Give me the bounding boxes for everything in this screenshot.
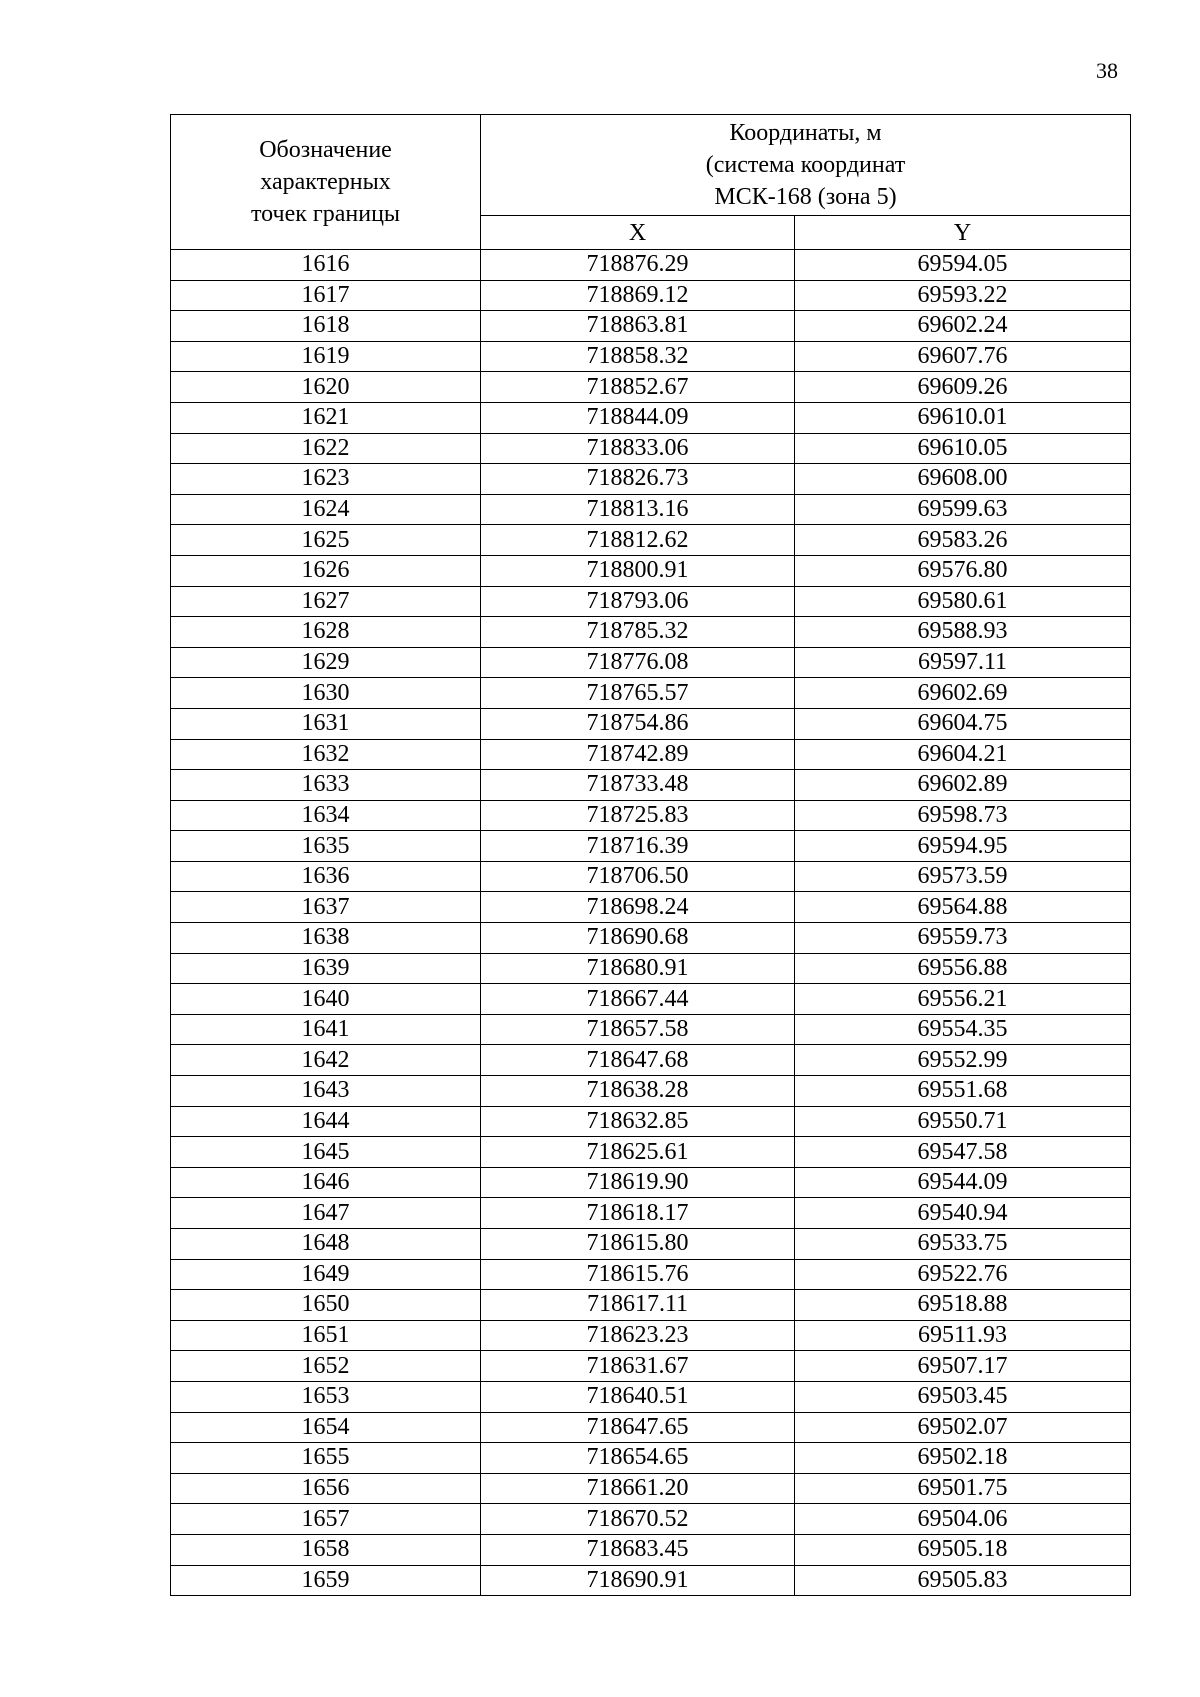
y-cell: 69511.93 bbox=[795, 1320, 1131, 1351]
page-number: 38 bbox=[1096, 58, 1118, 83]
y-cell: 69594.05 bbox=[795, 250, 1131, 281]
table-row bbox=[171, 1014, 1131, 1045]
y-cell: 69502.07 bbox=[795, 1412, 1131, 1443]
x-cell: 718876.29 bbox=[481, 250, 795, 281]
point-cell: 1653 bbox=[171, 1381, 481, 1412]
x-header: X bbox=[481, 216, 795, 250]
x-cell: 718647.65 bbox=[481, 1412, 795, 1443]
x-cell: 718754.86 bbox=[481, 708, 795, 739]
point-cell: 1628 bbox=[171, 617, 481, 648]
x-cell: 718725.83 bbox=[481, 800, 795, 831]
y-header: Y bbox=[795, 216, 1131, 250]
point-cell: 1641 bbox=[171, 1014, 481, 1045]
y-cell: 69610.05 bbox=[795, 433, 1131, 464]
point-cell: 1654 bbox=[171, 1412, 481, 1443]
table-row bbox=[171, 433, 1131, 464]
point-header bbox=[171, 115, 481, 250]
y-cell: 69598.73 bbox=[795, 800, 1131, 831]
table-row bbox=[171, 1259, 1131, 1290]
x-cell: 718858.32 bbox=[481, 341, 795, 372]
x-cell: 718826.73 bbox=[481, 464, 795, 495]
y-cell: 69544.09 bbox=[795, 1167, 1131, 1198]
table-row bbox=[171, 1045, 1131, 1076]
point-cell: 1634 bbox=[171, 800, 481, 831]
point-cell: 1633 bbox=[171, 770, 481, 801]
coordinates-header-line: (система координат bbox=[705, 152, 906, 179]
table-body bbox=[171, 250, 1131, 1596]
table-row bbox=[171, 678, 1131, 709]
y-cell: 69522.76 bbox=[795, 1259, 1131, 1290]
x-cell: 718844.09 bbox=[481, 402, 795, 433]
point-cell: 1639 bbox=[171, 953, 481, 984]
table-row bbox=[171, 311, 1131, 342]
table-row bbox=[171, 1198, 1131, 1229]
x-cell: 718793.06 bbox=[481, 586, 795, 617]
y-cell: 69540.94 bbox=[795, 1198, 1131, 1229]
point-cell: 1651 bbox=[171, 1320, 481, 1351]
table-header bbox=[171, 115, 1131, 250]
y-cell: 69533.75 bbox=[795, 1229, 1131, 1260]
point-cell: 1644 bbox=[171, 1106, 481, 1137]
point-cell: 1638 bbox=[171, 923, 481, 954]
y-cell: 69604.75 bbox=[795, 708, 1131, 739]
point-cell: 1624 bbox=[171, 494, 481, 525]
x-cell: 718657.58 bbox=[481, 1014, 795, 1045]
point-cell: 1635 bbox=[171, 831, 481, 862]
table-row bbox=[171, 1412, 1131, 1443]
table-row bbox=[171, 647, 1131, 678]
point-cell: 1637 bbox=[171, 892, 481, 923]
table-row bbox=[171, 1167, 1131, 1198]
x-cell: 718617.11 bbox=[481, 1290, 795, 1321]
table-row bbox=[171, 250, 1131, 281]
x-cell: 718733.48 bbox=[481, 770, 795, 801]
x-cell: 718667.44 bbox=[481, 984, 795, 1015]
y-cell: 69602.69 bbox=[795, 678, 1131, 709]
coordinates-header bbox=[481, 115, 1131, 216]
table-row bbox=[171, 861, 1131, 892]
point-cell: 1632 bbox=[171, 739, 481, 770]
x-cell: 718619.90 bbox=[481, 1167, 795, 1198]
point-cell: 1652 bbox=[171, 1351, 481, 1382]
y-cell: 69583.26 bbox=[795, 525, 1131, 556]
table-row bbox=[171, 372, 1131, 403]
point-header-line: характерных bbox=[260, 169, 391, 195]
x-cell: 718776.08 bbox=[481, 647, 795, 678]
x-cell: 718638.28 bbox=[481, 1076, 795, 1107]
y-cell: 69610.01 bbox=[795, 402, 1131, 433]
x-cell: 718683.45 bbox=[481, 1534, 795, 1565]
y-cell: 69504.06 bbox=[795, 1504, 1131, 1535]
x-cell: 718716.39 bbox=[481, 831, 795, 862]
point-cell: 1659 bbox=[171, 1565, 481, 1596]
point-header-line: точек границы bbox=[250, 201, 401, 227]
table-row bbox=[171, 984, 1131, 1015]
table-row bbox=[171, 770, 1131, 801]
x-cell: 718623.23 bbox=[481, 1320, 795, 1351]
x-cell: 718742.89 bbox=[481, 739, 795, 770]
table-row bbox=[171, 586, 1131, 617]
y-cell: 69556.21 bbox=[795, 984, 1131, 1015]
table-row bbox=[171, 1443, 1131, 1474]
x-cell: 718690.68 bbox=[481, 923, 795, 954]
point-cell: 1620 bbox=[171, 372, 481, 403]
x-cell: 718852.67 bbox=[481, 372, 795, 403]
x-cell: 718812.62 bbox=[481, 525, 795, 556]
y-cell: 69609.26 bbox=[795, 372, 1131, 403]
table-row bbox=[171, 525, 1131, 556]
table-row bbox=[171, 464, 1131, 495]
x-cell: 718640.51 bbox=[481, 1381, 795, 1412]
y-cell: 69573.59 bbox=[795, 861, 1131, 892]
y-cell: 69602.24 bbox=[795, 311, 1131, 342]
table-row bbox=[171, 555, 1131, 586]
point-cell: 1626 bbox=[171, 555, 481, 586]
x-cell: 718618.17 bbox=[481, 1198, 795, 1229]
coordinates-header-line: МСК-168 (зона 5) bbox=[714, 184, 897, 211]
table-row bbox=[171, 1076, 1131, 1107]
point-cell: 1636 bbox=[171, 861, 481, 892]
table-row bbox=[171, 1351, 1131, 1382]
point-cell: 1622 bbox=[171, 433, 481, 464]
y-cell: 69505.18 bbox=[795, 1534, 1131, 1565]
point-cell: 1640 bbox=[171, 984, 481, 1015]
table-row bbox=[171, 1137, 1131, 1168]
x-cell: 718670.52 bbox=[481, 1504, 795, 1535]
table-row bbox=[171, 953, 1131, 984]
table-row bbox=[171, 494, 1131, 525]
point-cell: 1648 bbox=[171, 1229, 481, 1260]
point-cell: 1625 bbox=[171, 525, 481, 556]
table-row bbox=[171, 1565, 1131, 1596]
y-cell: 69518.88 bbox=[795, 1290, 1131, 1321]
y-cell: 69593.22 bbox=[795, 280, 1131, 311]
x-cell: 718698.24 bbox=[481, 892, 795, 923]
y-cell: 69608.00 bbox=[795, 464, 1131, 495]
y-cell: 69580.61 bbox=[795, 586, 1131, 617]
table-row bbox=[171, 708, 1131, 739]
table-row bbox=[171, 800, 1131, 831]
point-cell: 1649 bbox=[171, 1259, 481, 1290]
x-cell: 718833.06 bbox=[481, 433, 795, 464]
y-cell: 69552.99 bbox=[795, 1045, 1131, 1076]
y-cell: 69588.93 bbox=[795, 617, 1131, 648]
x-cell: 718615.76 bbox=[481, 1259, 795, 1290]
y-cell: 69559.73 bbox=[795, 923, 1131, 954]
point-cell: 1650 bbox=[171, 1290, 481, 1321]
x-cell: 718631.67 bbox=[481, 1351, 795, 1382]
table-row bbox=[171, 341, 1131, 372]
x-cell: 718863.81 bbox=[481, 311, 795, 342]
x-cell: 718690.91 bbox=[481, 1565, 795, 1596]
y-cell: 69550.71 bbox=[795, 1106, 1131, 1137]
point-cell: 1616 bbox=[171, 250, 481, 281]
y-cell: 69501.75 bbox=[795, 1473, 1131, 1504]
table-row bbox=[171, 739, 1131, 770]
point-cell: 1623 bbox=[171, 464, 481, 495]
y-cell: 69505.83 bbox=[795, 1565, 1131, 1596]
x-cell: 718625.61 bbox=[481, 1137, 795, 1168]
table-row bbox=[171, 402, 1131, 433]
x-cell: 718869.12 bbox=[481, 280, 795, 311]
table-row bbox=[171, 1106, 1131, 1137]
point-cell: 1619 bbox=[171, 341, 481, 372]
point-cell: 1656 bbox=[171, 1473, 481, 1504]
point-cell: 1645 bbox=[171, 1137, 481, 1168]
point-cell: 1657 bbox=[171, 1504, 481, 1535]
y-cell: 69594.95 bbox=[795, 831, 1131, 862]
table-row bbox=[171, 923, 1131, 954]
x-cell: 718813.16 bbox=[481, 494, 795, 525]
y-cell: 69507.17 bbox=[795, 1351, 1131, 1382]
point-cell: 1627 bbox=[171, 586, 481, 617]
y-cell: 69599.63 bbox=[795, 494, 1131, 525]
point-cell: 1643 bbox=[171, 1076, 481, 1107]
y-cell: 69503.45 bbox=[795, 1381, 1131, 1412]
table-row bbox=[171, 1290, 1131, 1321]
x-cell: 718654.65 bbox=[481, 1443, 795, 1474]
point-cell: 1630 bbox=[171, 678, 481, 709]
y-cell: 69556.88 bbox=[795, 953, 1131, 984]
y-cell: 69576.80 bbox=[795, 555, 1131, 586]
y-cell: 69597.11 bbox=[795, 647, 1131, 678]
point-cell: 1629 bbox=[171, 647, 481, 678]
table-row bbox=[171, 892, 1131, 923]
table-row bbox=[171, 280, 1131, 311]
table-row bbox=[171, 617, 1131, 648]
table-row bbox=[171, 1504, 1131, 1535]
y-cell: 69564.88 bbox=[795, 892, 1131, 923]
point-cell: 1617 bbox=[171, 280, 481, 311]
point-cell: 1658 bbox=[171, 1534, 481, 1565]
point-cell: 1655 bbox=[171, 1443, 481, 1474]
point-cell: 1642 bbox=[171, 1045, 481, 1076]
x-cell: 718785.32 bbox=[481, 617, 795, 648]
x-cell: 718615.80 bbox=[481, 1229, 795, 1260]
x-cell: 718632.85 bbox=[481, 1106, 795, 1137]
y-cell: 69607.76 bbox=[795, 341, 1131, 372]
y-cell: 69602.89 bbox=[795, 770, 1131, 801]
point-cell: 1618 bbox=[171, 311, 481, 342]
x-cell: 718765.57 bbox=[481, 678, 795, 709]
table-row bbox=[171, 1381, 1131, 1412]
coordinates-table bbox=[170, 114, 1131, 1596]
table-row bbox=[171, 831, 1131, 862]
coordinates-header-line: Координаты, м bbox=[729, 120, 882, 147]
y-cell: 69604.21 bbox=[795, 739, 1131, 770]
x-cell: 718661.20 bbox=[481, 1473, 795, 1504]
y-cell: 69502.18 bbox=[795, 1443, 1131, 1474]
point-cell: 1631 bbox=[171, 708, 481, 739]
x-cell: 718706.50 bbox=[481, 861, 795, 892]
y-cell: 69551.68 bbox=[795, 1076, 1131, 1107]
point-cell: 1621 bbox=[171, 402, 481, 433]
point-cell: 1646 bbox=[171, 1167, 481, 1198]
x-cell: 718800.91 bbox=[481, 555, 795, 586]
point-cell: 1647 bbox=[171, 1198, 481, 1229]
table-row bbox=[171, 1473, 1131, 1504]
y-cell: 69554.35 bbox=[795, 1014, 1131, 1045]
point-header-line: Обозначение bbox=[259, 137, 392, 163]
x-cell: 718680.91 bbox=[481, 953, 795, 984]
table-row bbox=[171, 1320, 1131, 1351]
table-row bbox=[171, 1229, 1131, 1260]
y-cell: 69547.58 bbox=[795, 1137, 1131, 1168]
x-cell: 718647.68 bbox=[481, 1045, 795, 1076]
table-row bbox=[171, 1534, 1131, 1565]
